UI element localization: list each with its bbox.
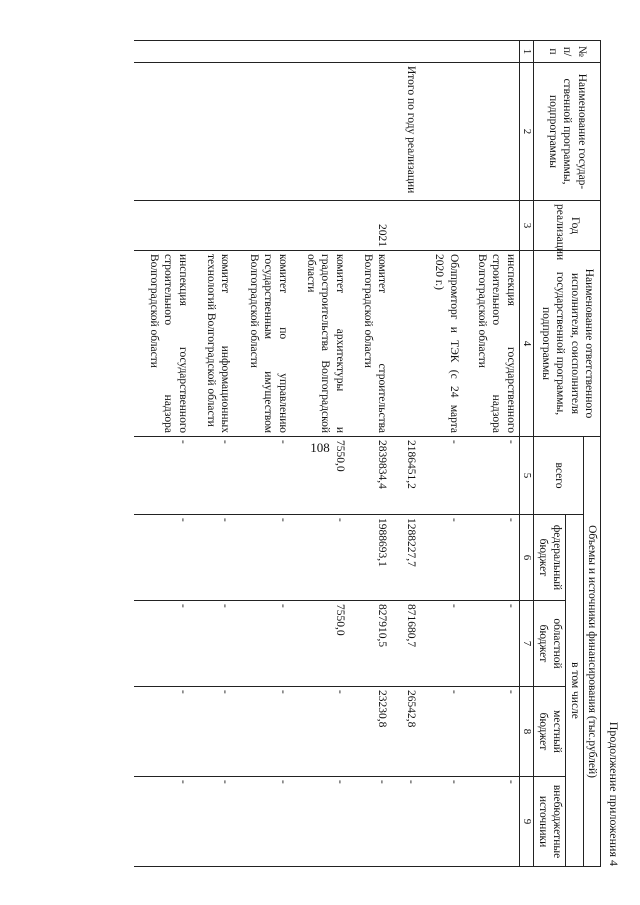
gap-cell <box>348 41 360 63</box>
gap-cell <box>462 515 474 601</box>
cell-c7: - <box>474 601 520 687</box>
rotated-table-sheet <box>143 40 623 866</box>
gap-cell <box>191 251 203 437</box>
row-gap <box>419 41 431 867</box>
header-offbudget: внебюджетные источники <box>534 777 566 867</box>
page-number: 108 <box>310 440 330 455</box>
gap-cell <box>134 515 146 601</box>
cell-c1 <box>403 41 419 63</box>
financing-table <box>134 40 601 867</box>
cell-c6: - <box>203 515 234 601</box>
cell-c6: - <box>303 515 348 601</box>
table-row <box>303 41 348 867</box>
gap-cell <box>391 687 403 777</box>
gap-cell <box>191 41 203 63</box>
gap-cell <box>191 777 203 867</box>
gap-cell <box>419 437 431 515</box>
table-row <box>146 41 191 867</box>
gap-cell <box>234 41 246 63</box>
continuation-label: Продолжение приложения 4 <box>607 721 621 866</box>
gap-cell <box>391 201 403 251</box>
gap-cell <box>191 687 203 777</box>
table-row <box>403 41 419 867</box>
gap-cell <box>291 251 303 437</box>
table-row <box>360 41 391 867</box>
gap-cell <box>234 687 246 777</box>
gap-cell <box>348 251 360 437</box>
gap-cell <box>191 515 203 601</box>
table-row <box>474 41 520 867</box>
cell-c2 <box>246 63 291 201</box>
cell-c3 <box>303 201 348 251</box>
header-executor: Наименование ответственного исполнителя, соисполнителя государственной программы, подпрограммы <box>534 251 601 437</box>
gap-cell <box>391 63 403 201</box>
cell-c8: - <box>303 687 348 777</box>
cell-c2 <box>360 63 391 201</box>
gap-cell <box>348 687 360 777</box>
colnum: 5 <box>519 437 534 515</box>
cell-c1 <box>146 41 191 63</box>
cell-c3 <box>146 201 191 251</box>
gap-cell <box>234 63 246 201</box>
gap-cell <box>348 63 360 201</box>
cell-c5: - <box>474 437 520 515</box>
colnum: 8 <box>519 687 534 777</box>
row-gap <box>291 41 303 867</box>
cell-c3 <box>403 201 419 251</box>
cell-c1 <box>431 41 462 63</box>
gap-cell <box>291 437 303 515</box>
cell-c3 <box>246 201 291 251</box>
gap-cell <box>191 601 203 687</box>
gap-cell <box>462 601 474 687</box>
header-regional: областной бюджет <box>534 601 566 687</box>
cell-c4: комитет по управлению государственным имуществом Волгоградской области <box>246 251 291 437</box>
cell-c2 <box>431 63 462 201</box>
gap-cell <box>462 437 474 515</box>
cell-c8: - <box>203 687 234 777</box>
header-local: местный бюджет <box>534 687 566 777</box>
gap-cell <box>348 515 360 601</box>
row-gap <box>234 41 246 867</box>
header-total: всего <box>534 437 583 515</box>
cell-c2 <box>303 63 348 201</box>
table-row <box>203 41 234 867</box>
cell-c6: - <box>146 515 191 601</box>
cell-c7: - <box>246 601 291 687</box>
cell-c5: 2839834,4 <box>360 437 391 515</box>
cell-c5: 7550,0 <box>303 437 348 515</box>
header-program: Наименование государ-ственной программы, подпрограммы <box>534 63 601 201</box>
cell-c7: - <box>203 601 234 687</box>
cell-c4: комитет архитектуры и градостроительства Волгоградской области <box>303 251 348 437</box>
cell-c1 <box>360 41 391 63</box>
gap-cell <box>134 63 146 201</box>
gap-cell <box>348 201 360 251</box>
gap-cell <box>291 515 303 601</box>
gap-cell <box>291 601 303 687</box>
cell-c9: - <box>246 777 291 867</box>
gap-cell <box>234 201 246 251</box>
gap-cell <box>191 437 203 515</box>
cell-c1 <box>203 41 234 63</box>
gap-cell <box>348 777 360 867</box>
header-federal: федеральный бюджет <box>534 515 566 601</box>
gap-cell <box>291 201 303 251</box>
cell-c9: - <box>403 777 419 867</box>
cell-c6: - <box>431 515 462 601</box>
colnum: 1 <box>519 41 534 63</box>
gap-cell <box>191 201 203 251</box>
cell-c5: - <box>431 437 462 515</box>
row-gap <box>462 41 474 867</box>
cell-c4: инспекция государственного строительного надзора Волгоградской области <box>474 251 520 437</box>
cell-c8: - <box>246 687 291 777</box>
gap-cell <box>291 687 303 777</box>
cell-c8: 26542,8 <box>403 687 419 777</box>
gap-cell <box>134 251 146 437</box>
cell-c7: 7550,0 <box>303 601 348 687</box>
gap-cell <box>291 777 303 867</box>
gap-cell <box>391 515 403 601</box>
gap-cell <box>419 63 431 201</box>
row-gap <box>348 41 360 867</box>
cell-c1 <box>303 41 348 63</box>
colnum: 2 <box>519 63 534 201</box>
gap-cell <box>348 437 360 515</box>
row-gap <box>391 41 403 867</box>
header-including: в том числе <box>566 515 583 867</box>
cell-c7: - <box>431 601 462 687</box>
gap-cell <box>419 601 431 687</box>
gap-cell <box>419 687 431 777</box>
cell-c5: - <box>146 437 191 515</box>
colnum: 6 <box>519 515 534 601</box>
cell-c4 <box>403 251 419 437</box>
cell-c9: - <box>360 777 391 867</box>
cell-c2: Итого по году реализации <box>403 63 419 201</box>
gap-cell <box>419 777 431 867</box>
row-gap <box>134 41 146 867</box>
cell-c6: - <box>474 515 520 601</box>
gap-cell <box>134 601 146 687</box>
cell-c1 <box>246 41 291 63</box>
cell-c7: 871680,7 <box>403 601 419 687</box>
gap-cell <box>234 777 246 867</box>
cell-c3: 2021 <box>360 201 391 251</box>
gap-cell <box>462 687 474 777</box>
cell-c9: - <box>431 777 462 867</box>
cell-c2 <box>203 63 234 201</box>
gap-cell <box>234 251 246 437</box>
colnum: 7 <box>519 601 534 687</box>
gap-cell <box>462 777 474 867</box>
cell-c2 <box>474 63 520 201</box>
cell-c8: 23230,8 <box>360 687 391 777</box>
cell-c9: - <box>146 777 191 867</box>
cell-c9: - <box>303 777 348 867</box>
cell-c6: - <box>246 515 291 601</box>
cell-c5: - <box>246 437 291 515</box>
header-num: № п/п <box>534 41 601 63</box>
cell-c8: - <box>146 687 191 777</box>
colnum: 3 <box>519 201 534 251</box>
cell-c5: 2186451,2 <box>403 437 419 515</box>
gap-cell <box>348 601 360 687</box>
gap-cell <box>419 251 431 437</box>
gap-cell <box>391 437 403 515</box>
cell-c8: - <box>431 687 462 777</box>
gap-cell <box>134 777 146 867</box>
cell-c7: 827910,5 <box>360 601 391 687</box>
gap-cell <box>234 515 246 601</box>
gap-cell <box>234 437 246 515</box>
cell-c2 <box>146 63 191 201</box>
cell-c6: 1288227,7 <box>403 515 419 601</box>
cell-c4: инспекция государственного строительного надзора Волгоградской области <box>146 251 191 437</box>
gap-cell <box>191 63 203 201</box>
cell-c9: - <box>203 777 234 867</box>
cell-c1 <box>474 41 520 63</box>
gap-cell <box>134 437 146 515</box>
gap-cell <box>234 601 246 687</box>
gap-cell <box>134 41 146 63</box>
colnum: 4 <box>519 251 534 437</box>
gap-cell <box>419 201 431 251</box>
cell-c3 <box>474 201 520 251</box>
gap-cell <box>291 63 303 201</box>
gap-cell <box>291 41 303 63</box>
gap-cell <box>462 41 474 63</box>
cell-c3 <box>431 201 462 251</box>
cell-c6: 1988693,1 <box>360 515 391 601</box>
cell-c9: - <box>474 777 520 867</box>
gap-cell <box>462 63 474 201</box>
header-volumes: Объемы и источники финансирования (тыс.рублей) <box>583 437 600 867</box>
cell-c8: - <box>474 687 520 777</box>
table-row <box>431 41 462 867</box>
cell-c5: - <box>203 437 234 515</box>
cell-c3 <box>203 201 234 251</box>
cell-c7: - <box>146 601 191 687</box>
row-gap <box>191 41 203 867</box>
gap-cell <box>391 251 403 437</box>
gap-cell <box>462 201 474 251</box>
cell-c4: комитет строительства Волгоградской области <box>360 251 391 437</box>
gap-cell <box>419 515 431 601</box>
table-row <box>246 41 291 867</box>
gap-cell <box>134 201 146 251</box>
header-year: Год реализации <box>534 201 601 251</box>
colnum: 9 <box>519 777 534 867</box>
gap-cell <box>134 687 146 777</box>
cell-c4: комитет информационных технологий Волгоградской области <box>203 251 234 437</box>
gap-cell <box>462 251 474 437</box>
gap-cell <box>391 601 403 687</box>
cell-c4: Облпромторг и ТЭК (с 24 марта 2020 г.) <box>431 251 462 437</box>
gap-cell <box>391 777 403 867</box>
gap-cell <box>419 41 431 63</box>
gap-cell <box>391 41 403 63</box>
